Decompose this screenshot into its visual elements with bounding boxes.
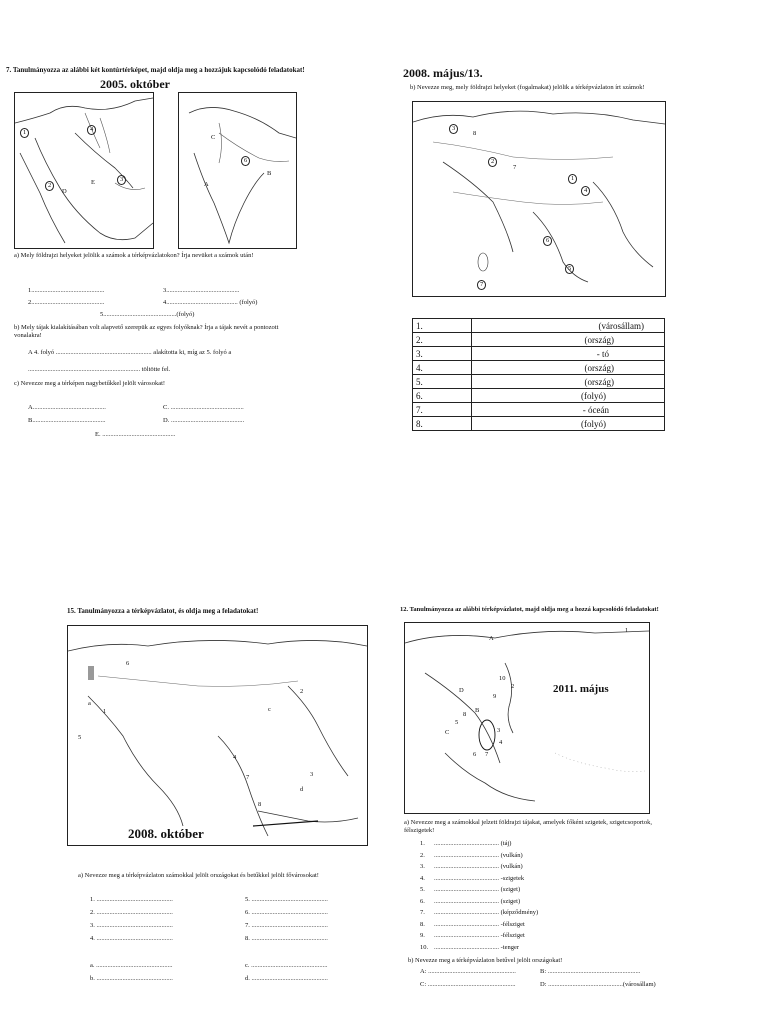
list-item[interactable] bbox=[420, 852, 650, 864]
table-cell-hint[interactable]: - tó bbox=[472, 347, 665, 361]
q1-answer-line[interactable]: A............................................. bbox=[28, 404, 106, 411]
list-item-dots: ........................................ bbox=[434, 897, 499, 905]
table-row[interactable] bbox=[413, 319, 665, 333]
q1-answer-line[interactable]: 1............................................. bbox=[28, 287, 105, 294]
list-item-hint: (vulkán) bbox=[500, 851, 523, 859]
table-row[interactable] bbox=[413, 347, 665, 361]
map-sa-label: 2 bbox=[300, 688, 304, 695]
q1-task-a: a) Mely földrajzi helyeket jelölik a számok a térképvázlatokon? Írja nevüket a számok után! bbox=[14, 252, 254, 259]
table-row[interactable] bbox=[413, 375, 665, 389]
list-item-number: 8. bbox=[420, 920, 425, 928]
q3-date: 2008. október bbox=[128, 826, 204, 841]
map-sa-label: d bbox=[300, 786, 304, 793]
list-item-dots: ........................................ bbox=[434, 863, 499, 870]
list-item-dots: ........................................ bbox=[434, 840, 499, 847]
list-item-dots: ........................................ bbox=[434, 932, 499, 939]
q3-task-a: a) Nevezze meg a térképvázlaton számokkal jelölt országokat és betűkkel jelölt fővárosokat! bbox=[78, 872, 319, 879]
q4-title: 12. Tanulmányozza az alábbi térképvázlatot, majd oldja meg a hozzá kapcsolódó feladatokat! bbox=[400, 606, 659, 613]
map-ea-label: B bbox=[475, 707, 480, 714]
table-cell-number: 2. bbox=[413, 333, 472, 347]
list-item-hint: -tenger bbox=[500, 943, 520, 951]
list-item[interactable] bbox=[420, 840, 650, 852]
q3-title: 15. Tanulmányozza a térképvázlatot, és oldja meg a feladatokat! bbox=[67, 607, 259, 615]
table-cell-number: 3. bbox=[413, 347, 472, 361]
q1-answer-line[interactable]: B............................................. bbox=[28, 417, 106, 424]
map-asia-label: 4 bbox=[581, 186, 590, 196]
map-ea-label: 10 bbox=[499, 675, 506, 682]
q3-answer-line[interactable]: b. ............................................... bbox=[90, 975, 173, 982]
map1-label: 3 bbox=[117, 175, 126, 185]
q1-answer-line[interactable]: ..................................................................... töltötte fel. bbox=[28, 366, 171, 373]
map-ea-label: 7 bbox=[485, 751, 489, 758]
map-ea-label: 3 bbox=[497, 727, 501, 734]
map-india bbox=[178, 92, 297, 249]
list-item[interactable] bbox=[420, 932, 650, 944]
q3-answer-line[interactable]: 4. ............................................... bbox=[90, 935, 173, 942]
table-cell-hint[interactable]: (folyó) bbox=[472, 389, 665, 403]
map-india-outline bbox=[179, 93, 296, 248]
q3-answer-line[interactable]: 1. ............................................... bbox=[90, 896, 173, 903]
q3-answer-line[interactable]: 3. ............................................... bbox=[90, 922, 173, 929]
list-item-number: 5. bbox=[420, 886, 425, 893]
table-cell-hint[interactable]: - óceán bbox=[472, 403, 665, 417]
q1-answer-line[interactable]: 3............................................. bbox=[163, 287, 240, 294]
q2-date: 2008. május/13. bbox=[403, 66, 483, 80]
list-item-hint: (vulkán) bbox=[500, 863, 523, 870]
map2-label: 6 bbox=[241, 156, 250, 166]
table-row[interactable] bbox=[413, 333, 665, 347]
map-asia-label: 5 bbox=[565, 264, 574, 274]
list-item-hint: (sziget) bbox=[500, 897, 521, 905]
list-item-dots: ........................................ bbox=[434, 886, 499, 893]
q1-answer-line[interactable]: C. ............................................. bbox=[163, 404, 244, 411]
q3-answer-line[interactable]: c. ............................................... bbox=[245, 962, 328, 969]
list-item-hint: (táj) bbox=[500, 840, 512, 847]
list-item-hint: (képződmény) bbox=[500, 909, 539, 916]
table-cell-number: 6. bbox=[413, 389, 472, 403]
map2-label: C bbox=[211, 134, 216, 141]
list-item-number: 7. bbox=[420, 909, 425, 916]
q1-answer-line[interactable]: 5.............................................(folyó) bbox=[100, 311, 195, 318]
map-asia bbox=[412, 101, 666, 297]
list-item-hint: -félsziget bbox=[500, 920, 525, 928]
map-asia-label: 3 bbox=[449, 124, 458, 134]
q3-answer-line[interactable]: 6. ............................................... bbox=[245, 909, 328, 916]
table-row[interactable] bbox=[413, 389, 665, 403]
list-item-dots: ........................................ bbox=[434, 909, 499, 916]
map-ea-label: 1 bbox=[625, 627, 629, 634]
map-asia-label: 7 bbox=[513, 164, 517, 171]
map1-label: E bbox=[91, 179, 95, 186]
q2-task-b: b) Nevezze meg, mely földrajzi helyeket (fogalmakat) jelölik a térképvázlaton írt számok! bbox=[410, 84, 645, 91]
table-cell-number: 1. bbox=[413, 319, 472, 333]
q4-answer-line[interactable]: B: ......................................................... bbox=[540, 968, 641, 975]
map-ea-label: 2 bbox=[511, 683, 515, 690]
table-cell-number: 8. bbox=[413, 417, 472, 431]
list-item[interactable] bbox=[420, 875, 650, 887]
map-ea-label: A bbox=[489, 635, 494, 642]
q4-task-a: a) Nevezze meg a számokkal jelzett földrajzi tájakat, amelyek főként szigetek, szigetcsoportok, félszigetek! bbox=[404, 819, 652, 834]
list-item-number: 3. bbox=[420, 863, 425, 870]
q1-answer-line[interactable]: D. ............................................. bbox=[163, 417, 245, 424]
q1-answer-line[interactable]: 4............................................ (folyó) bbox=[163, 299, 258, 306]
list-item-number: 1. bbox=[420, 840, 425, 847]
list-item-hint: (sziget) bbox=[500, 886, 521, 893]
q1-task-c: c) Nevezze meg a térképen nagybetűkkel jelölt városokat! bbox=[14, 380, 166, 387]
list-item-number: 2. bbox=[420, 851, 425, 859]
map-sa-label: 8 bbox=[258, 801, 262, 808]
map-ea-label: 4 bbox=[499, 739, 503, 746]
q1-answer-line[interactable]: E. ............................................. bbox=[95, 431, 176, 438]
list-item[interactable] bbox=[420, 863, 650, 875]
q1-answer-line[interactable]: A 4. folyó ........................................................... alakította ki, míg az 5. folyó a bbox=[28, 349, 232, 356]
map-ea-label: C bbox=[445, 729, 450, 736]
map-sa-label: 6 bbox=[126, 660, 130, 667]
map-middle-east-outline bbox=[15, 93, 153, 248]
list-item-hint: -szigetek bbox=[500, 874, 525, 882]
map-east-asia-outline bbox=[405, 623, 649, 813]
map-middle-east bbox=[14, 92, 154, 249]
q3-answer-line[interactable]: d. ............................................... bbox=[245, 975, 328, 982]
table-cell-hint[interactable]: (városállam) bbox=[472, 319, 665, 333]
q4-answer-line[interactable]: C: ...................................................... bbox=[420, 981, 516, 988]
map-sa-label: 3 bbox=[310, 771, 314, 778]
map1-label: D bbox=[62, 188, 67, 195]
q1-answer-line[interactable]: 2............................................. bbox=[28, 299, 105, 306]
table-cell-hint[interactable]: (ország) bbox=[472, 361, 665, 375]
list-item-dots: ........................................ bbox=[434, 943, 499, 951]
map-ea-label: 8 bbox=[463, 711, 467, 718]
map1-label: 4 bbox=[87, 125, 96, 135]
map-asia-label: 8 bbox=[473, 130, 477, 137]
q3-answer-line[interactable]: 2. ............................................... bbox=[90, 909, 173, 916]
map2-label: B bbox=[267, 170, 272, 177]
map-ea-label: 5 bbox=[455, 719, 459, 726]
q1-date: 2005. október bbox=[100, 77, 170, 91]
table-row[interactable] bbox=[413, 417, 665, 431]
map-sa-label: a bbox=[88, 700, 91, 707]
map-south-asia bbox=[67, 625, 368, 846]
q1-title: 7. Tanulmányozza az alábbi két kontúrtérképet, majd oldja meg a hozzájuk kapcsolódó feladatokat! bbox=[6, 66, 305, 74]
map1-label: 1 bbox=[20, 128, 29, 138]
table-row[interactable] bbox=[413, 403, 665, 417]
q4-answer-list bbox=[420, 840, 650, 955]
q4-answer-line[interactable]: D: ..............................................(városállam) bbox=[540, 981, 656, 988]
map-asia-label: 6 bbox=[543, 236, 552, 246]
table-cell-hint[interactable]: (ország) bbox=[472, 375, 665, 389]
map-south-asia-outline bbox=[68, 626, 367, 845]
q2-answer-table bbox=[412, 318, 665, 431]
list-item-dots: ........................................ bbox=[434, 851, 499, 859]
map-ea-label: D bbox=[459, 687, 464, 694]
q1-task-b: b) Mely tájak kialakításában volt alapvető szerepük az egyes folyóknak? Írja a tájak nevét a pontozott vonalakra! bbox=[14, 324, 279, 339]
q3-answer-line[interactable]: 8. ............................................... bbox=[245, 935, 328, 942]
q3-answer-line[interactable]: a. ............................................... bbox=[90, 962, 173, 969]
table-cell-number: 5. bbox=[413, 375, 472, 389]
list-item[interactable] bbox=[420, 898, 650, 910]
list-item-number: 9. bbox=[420, 932, 425, 939]
list-item-dots: ........................................ bbox=[434, 920, 499, 928]
map1-label: 2 bbox=[45, 181, 54, 191]
table-cell-hint[interactable]: (folyó) bbox=[472, 417, 665, 431]
map2-label: A bbox=[204, 181, 209, 188]
map-ea-label: 9 bbox=[493, 693, 497, 700]
map-asia-label: 7 bbox=[477, 280, 486, 290]
map-sa-label: 5 bbox=[78, 734, 82, 741]
map-sa-label: c bbox=[268, 706, 271, 713]
q3-answer-line[interactable]: 5. ............................................... bbox=[245, 896, 328, 903]
list-item[interactable] bbox=[420, 886, 650, 898]
map-east-asia bbox=[404, 622, 650, 814]
q3-answer-line[interactable]: 7. ............................................... bbox=[245, 922, 328, 929]
q4-date: 2011. május bbox=[553, 683, 609, 695]
table-cell-hint[interactable]: (ország) bbox=[472, 333, 665, 347]
map-ea-label: 6 bbox=[473, 751, 477, 758]
list-item[interactable] bbox=[420, 944, 650, 956]
map-sa-label: 1 bbox=[103, 708, 107, 715]
q4-answer-line[interactable]: A: ...................................................... bbox=[420, 968, 516, 975]
list-item-number: 4. bbox=[420, 874, 425, 882]
list-item[interactable] bbox=[420, 921, 650, 933]
table-row[interactable] bbox=[413, 361, 665, 375]
map-asia-label: 1 bbox=[568, 174, 577, 184]
list-item[interactable] bbox=[420, 909, 650, 921]
table-cell-number: 7. bbox=[413, 403, 472, 417]
map-sa-label: 4 bbox=[233, 754, 237, 761]
list-item-hint: -félsziget bbox=[500, 932, 525, 939]
map-asia-label: 2 bbox=[488, 157, 497, 167]
list-item-dots: ........................................ bbox=[434, 874, 499, 882]
table-cell-number: 4. bbox=[413, 361, 472, 375]
list-item-number: 6. bbox=[420, 897, 425, 905]
list-item-number: 10. bbox=[420, 943, 429, 951]
q4-task-b: b) Nevezze meg a térképvázlaton betűvel jelölt országokat! bbox=[408, 957, 563, 964]
map-sa-label: 7 bbox=[246, 774, 250, 781]
